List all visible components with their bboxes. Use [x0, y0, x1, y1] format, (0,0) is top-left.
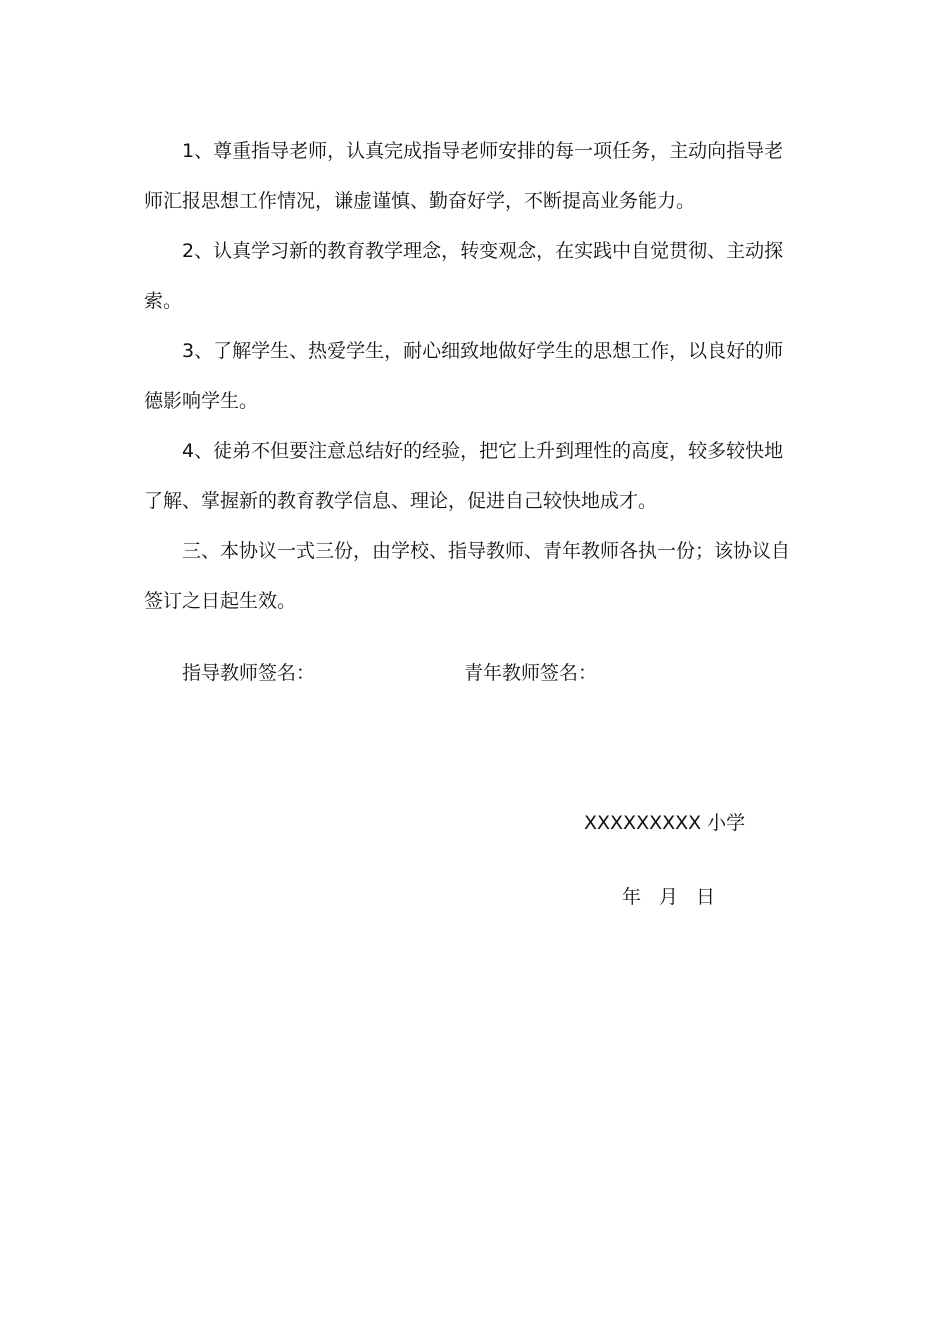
clause-copies: 三、本协议一式三份，由学校、指导教师、青年教师各执一份；该协议自签订之日起生效。 [144, 540, 791, 612]
date-year: 年 [622, 886, 642, 908]
clause-4: 4、徒弟不但要注意总结好的经验，把它上升到理性的高度，较多较快地了解、掌握新的教育教学信息、理论，促进自己较快地成才。 [144, 440, 784, 512]
school-name: XXXXXXXXX 小学 [584, 812, 746, 834]
mentor-signature-label: 指导教师签名： [182, 662, 316, 684]
young-teacher-signature-label: 青年教师签名： [464, 662, 598, 684]
clause-3: 3、了解学生、热爱学生，耐心细致地做好学生的思想工作，以良好的师德影响学生。 [144, 340, 784, 412]
signing-date [622, 882, 715, 912]
date-day: 日 [696, 886, 716, 908]
clause-2: 2、认真学习新的教育教学理念，转变观念，在实践中自觉贯彻、主动探索。 [144, 240, 784, 312]
clause-1: 1、尊重指导老师，认真完成指导老师安排的每一项任务，主动向指导老师汇报思想工作情况，谦虚谨慎、勤奋好学，不断提高业务能力。 [144, 140, 784, 212]
date-month: 月 [659, 886, 679, 908]
